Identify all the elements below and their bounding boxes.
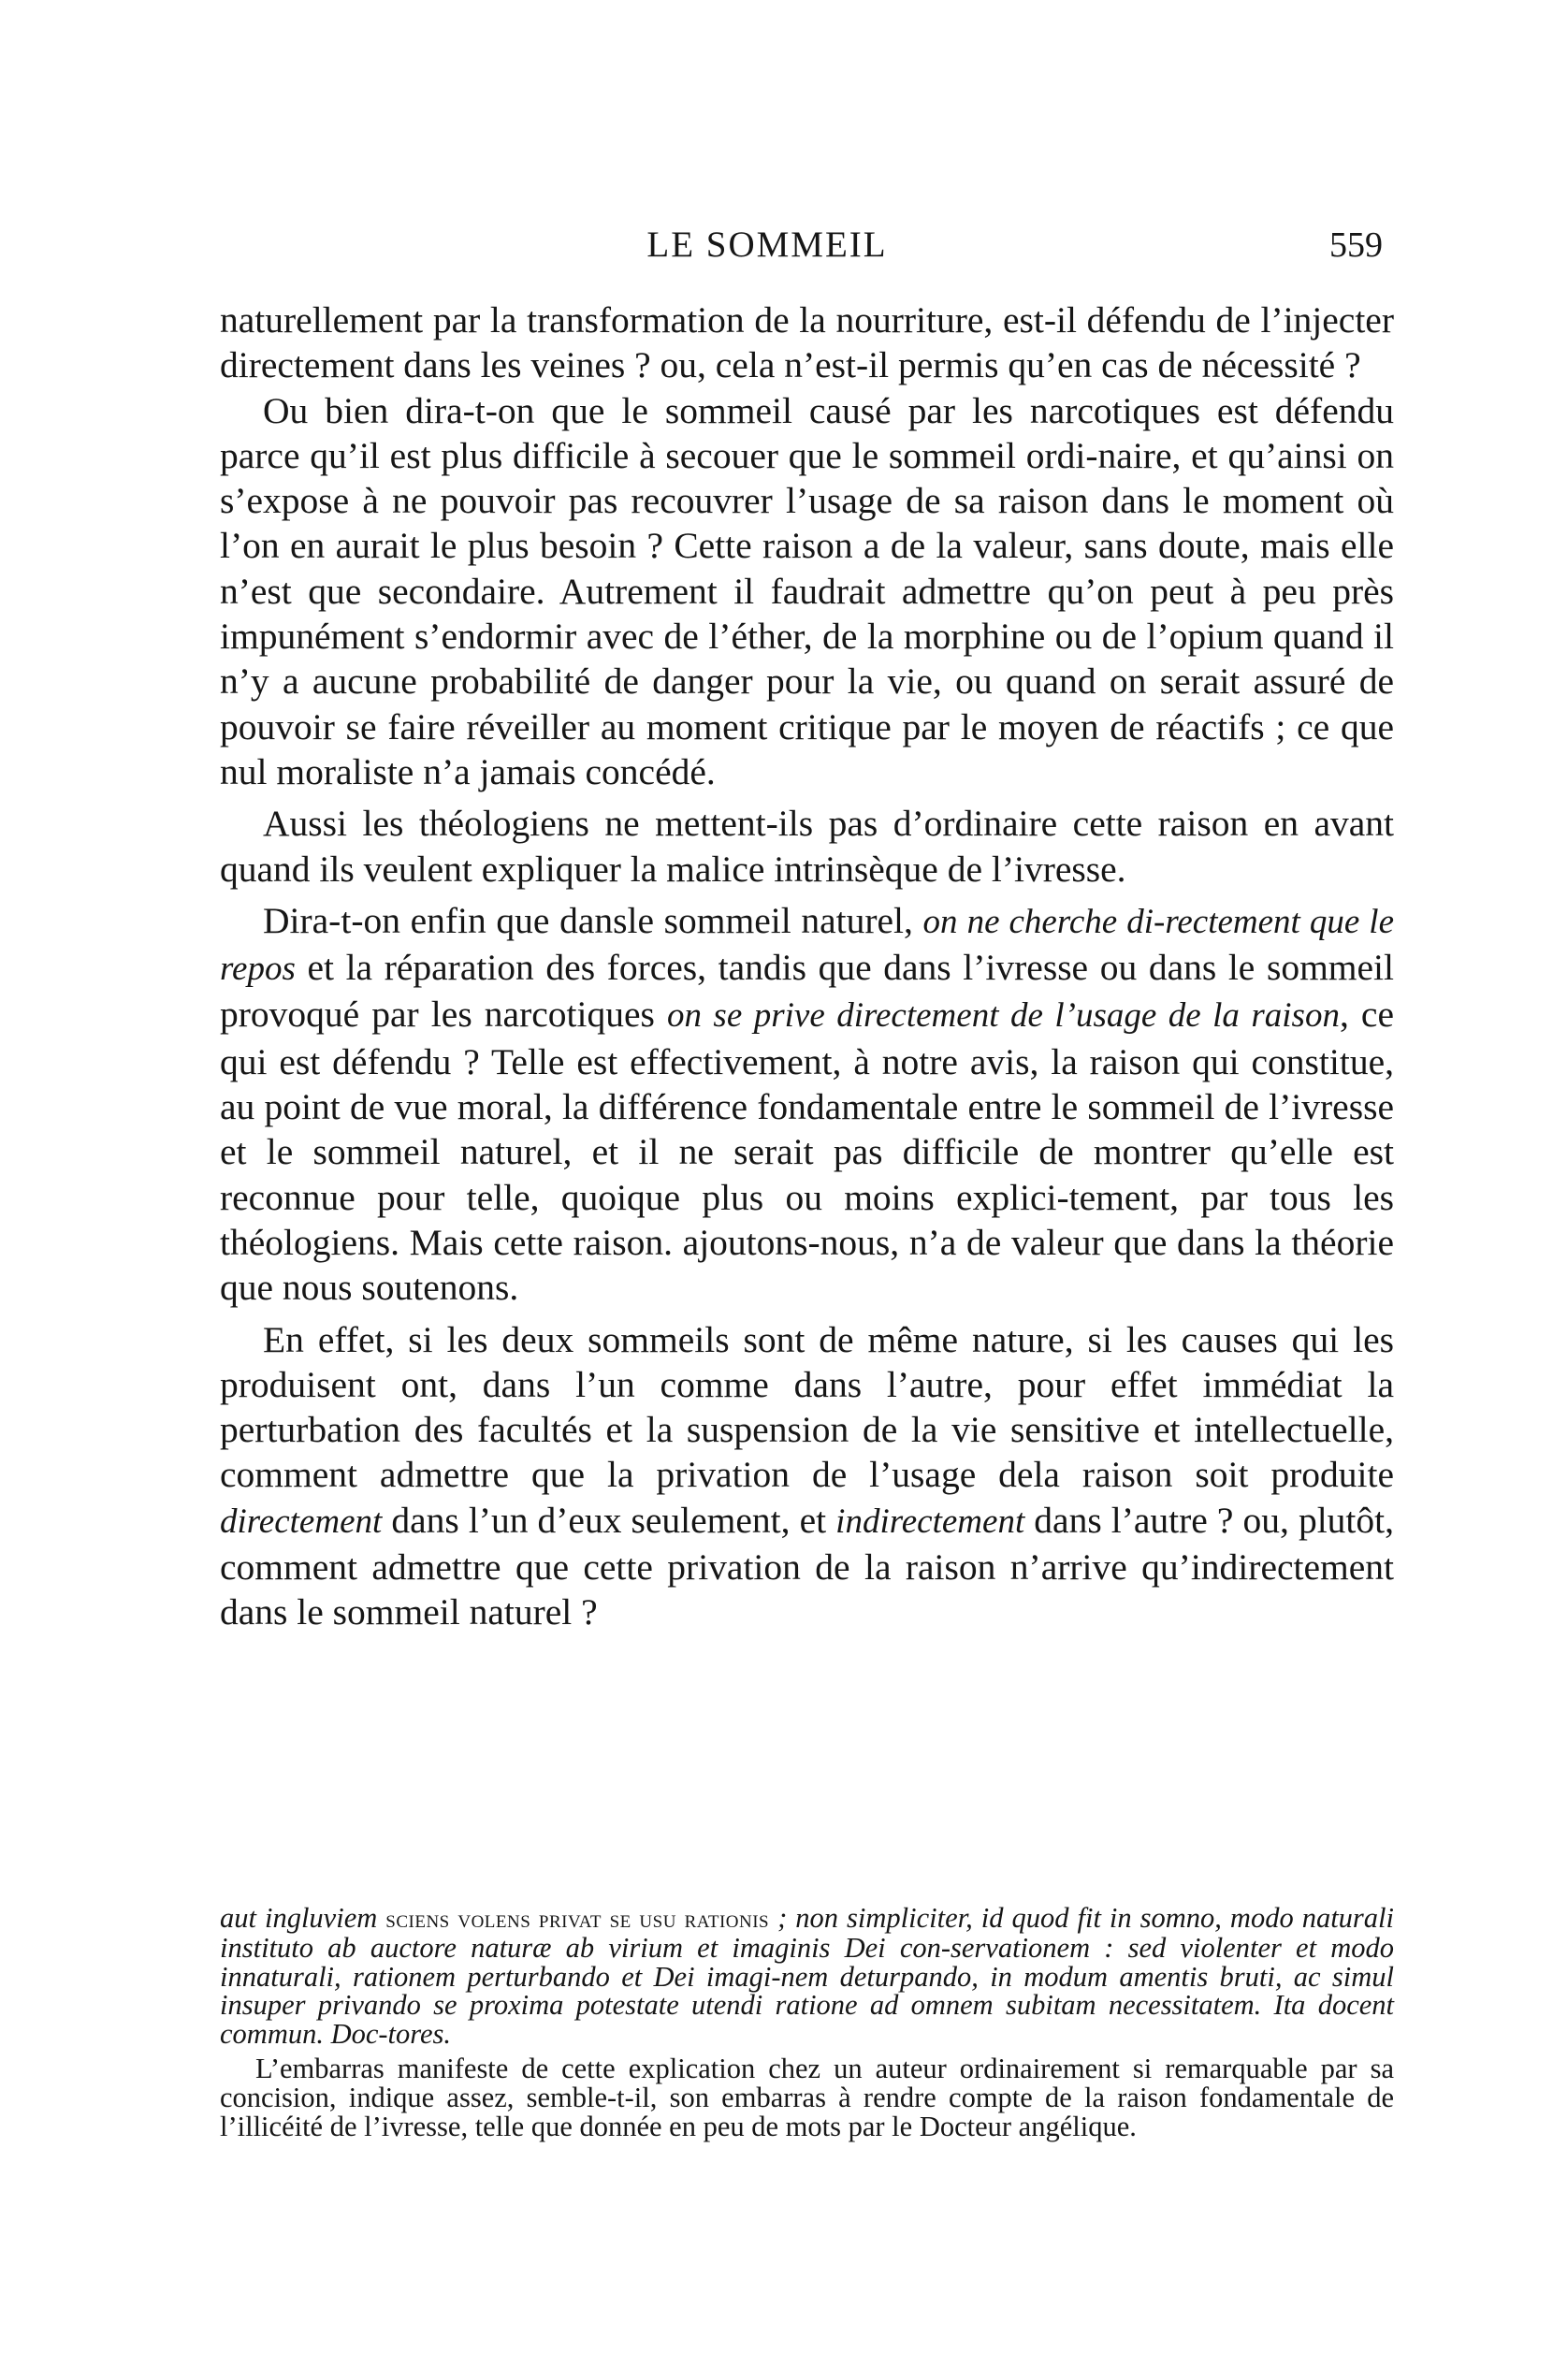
page-number: 559: [1329, 225, 1383, 265]
footnote-latin-a: aut ingluviem: [220, 1902, 386, 1934]
paragraph-5-italic-b: indirectement: [835, 1502, 1025, 1541]
body-text: [220, 298, 1394, 1635]
paragraph-5-text-c: dans l’autre ? ou, plutôt, comment admettre que cette privation de la raison n’arrive qu’indirectement dans le sommeil naturel ?: [220, 1499, 1394, 1633]
paragraph-5-text-a: En effet, si les deux sommeils sont de même nature, si les causes qui les produisent ont, dans l’un comme dans l’autre, pour effet immédiat la perturbation des facultés et la suspension de la vie sensitive et intellectuelle, comment admettre que la privation de l’usage dela raison soit produite: [220, 1318, 1394, 1496]
paragraph-5: [220, 1317, 1394, 1635]
paragraph-4-italic-a: on ne cherche di-rectement que le repos: [220, 902, 1395, 989]
footnote-small-caps: sciens volens privat se usu rationis: [385, 1905, 770, 1933]
running-title: LE SOMMEIL: [646, 225, 888, 265]
paragraph-5-italic-a: directement: [220, 1502, 383, 1541]
footnote-latin-b: ; non simpliciter, id quod fit in somno, modo naturali instituto ab auctore naturæ ab virium et imaginis Dei con-servationem : sed violenter et modo innaturali, rationem perturbando et Dei imagi-nem deturpando, in modum amentis bruti, ac simul insuper privando se proxima potestate utendi ratione ad omnem subitam necessitatem. Ita docent commun. Doc-tores.: [220, 1902, 1394, 2051]
paragraph-4-text-b: et la réparation des forces, tandis que dans l’ivresse ou dans le sommeil provoqué par les narcotiques: [220, 947, 1394, 1036]
paragraph-4: [220, 898, 1394, 1311]
footnotes: [220, 1904, 1394, 2141]
footnote-latin-quote: [220, 1904, 1394, 2049]
paragraph-4-text-a: Dira-t-on enfin que dansle sommeil naturel,: [263, 899, 923, 941]
paragraph-5-text-b: dans l’un d’eux seulement, et: [382, 1499, 836, 1541]
paragraph-4-italic-b: on se prive directement de l’usage de la raison: [666, 996, 1340, 1036]
paragraph-4-text-c: , ce qui est défendu ? Telle est effectivement, à notre avis, la raison qui constitue, au point de vue moral, la différence fondamentale entre le sommeil de l’ivresse et le sommeil naturel, et il ne serait pas difficile de montrer qu’elle est reconnue pour telle, quoique plus ou moins explici-tement, par tous les théologiens. Mais cette raison. ajoutons-nous, n’a de valeur que dans la théorie que nous soutenons.: [220, 994, 1394, 1309]
footnote-commentary: L’embarras manifeste de cette explication chez un auteur ordinairement si remarquable par sa concision, indique assez, semble-t-il, son embarras à rendre compte de la raison fondamentale de l’illicéité de l’ivresse, telle que donnée en peu de mots par le Docteur angélique.: [220, 2052, 1394, 2142]
page-header: [0, 217, 1553, 273]
paragraph-3: Aussi les théologiens ne mettent-ils pas d’ordinaire cette raison en avant quand ils veulent expliquer la malice intrinsèque de l’ivresse.: [220, 803, 1394, 890]
paragraph-2: Ou bien dira-t-on que le sommeil causé par les narcotiques est défendu parce qu’il est plus difficile à secouer que le sommeil ordi-naire, et qu’ainsi on s’expose à ne pouvoir pas recouvrer l’usage de sa raison dans le moment où l’on en aurait le plus besoin ? Cette raison a de la valeur, sans doute, mais elle n’est que secondaire. Autrement il faudrait admettre qu’on peut à peu près impunément s’endormir avec de l’éther, de la morphine ou de l’opium quand il n’y a aucune probabilité de danger pour la vie, ou quand on serait assuré de pouvoir se faire réveiller au moment critique par le moyen de réactifs ; ce que nul moraliste n’a jamais concédé.: [220, 389, 1394, 792]
paragraph-1: naturellement par la transformation de la nourriture, est-il défendu de l’injecter directement dans les veines ? ou, cela n’est-il permis qu’en cas de nécessité ?: [220, 299, 1394, 386]
